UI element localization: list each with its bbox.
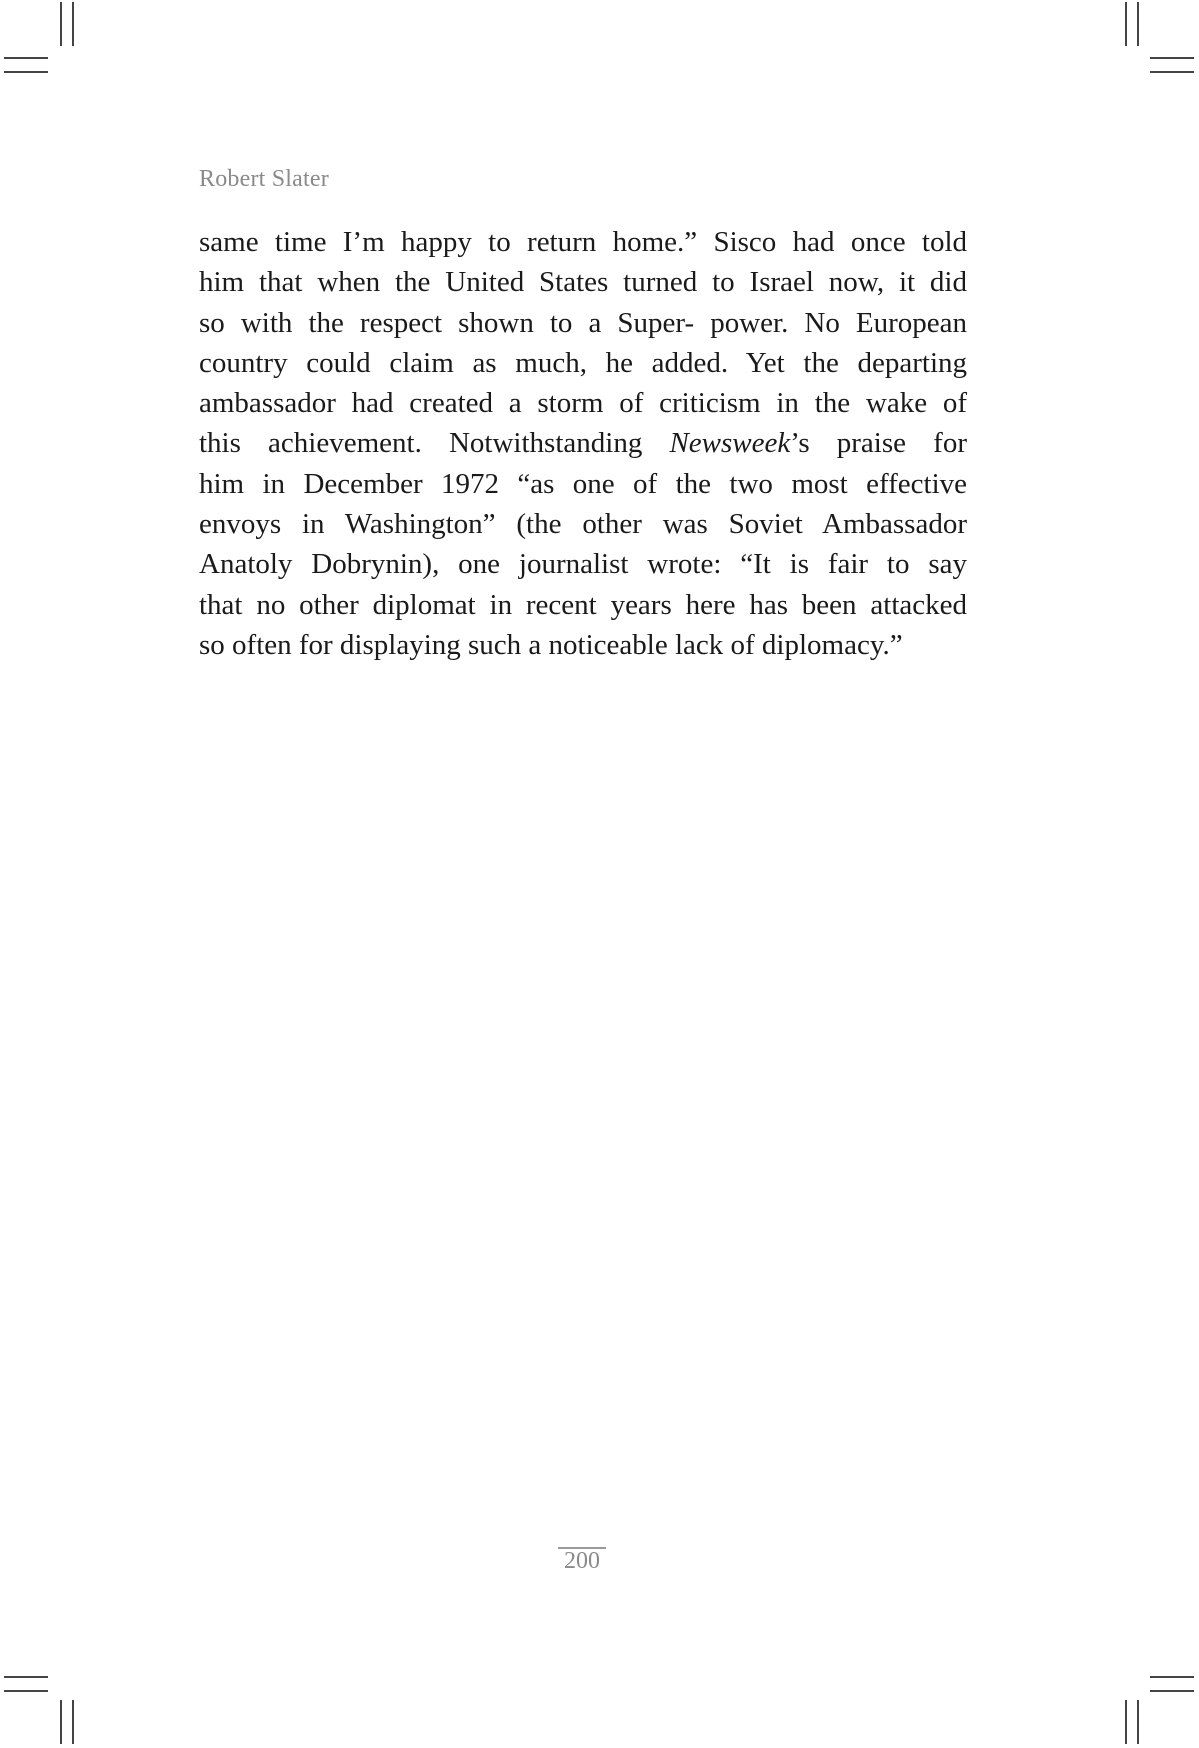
crop-mark xyxy=(1125,2,1127,46)
crop-mark xyxy=(1150,71,1194,73)
running-head: Robert Slater xyxy=(199,166,329,192)
text-line: country could claim as much, he added. Yet the departing xyxy=(199,346,967,379)
crop-mark xyxy=(72,1700,74,1744)
crop-mark xyxy=(60,2,62,46)
crop-mark xyxy=(1125,1700,1127,1744)
crop-mark xyxy=(4,1690,48,1692)
text-line: him that when the United States turned to Israel now, it did xyxy=(199,266,967,299)
text-line: same time I’m happy to return home.” Sisco had once told xyxy=(199,226,967,258)
text-segment: this achievement. Notwithstanding xyxy=(199,427,670,460)
crop-mark xyxy=(1150,1676,1194,1678)
crop-mark xyxy=(4,57,48,59)
text-line: envoys in Washington” (the other was Soviet Ambassador xyxy=(199,508,967,541)
crop-mark xyxy=(1137,1700,1139,1744)
page-number: 200 xyxy=(564,1548,600,1574)
crop-mark xyxy=(60,1700,62,1744)
publication-title: Newsweek xyxy=(669,427,791,460)
text-line: him in December 1972 “as one of the two most effective xyxy=(199,467,967,500)
body-paragraph xyxy=(199,222,967,665)
crop-mark xyxy=(72,2,74,46)
crop-mark xyxy=(4,71,48,73)
text-line: so with the respect shown to a Super- power. No European xyxy=(199,306,967,339)
crop-mark xyxy=(4,1676,48,1678)
text-segment: ’s praise for xyxy=(790,427,967,460)
text-line: Anatoly Dobrynin), one journalist wrote: “It is fair to say xyxy=(199,548,967,581)
crop-mark xyxy=(1150,1690,1194,1692)
text-line: ambassador had created a storm of criticism in the wake of xyxy=(199,387,967,420)
text-line: so often for displaying such a noticeable lack of diplomacy.” xyxy=(199,628,903,661)
text-line: that no other diplomat in recent years here has been attacked xyxy=(199,588,967,621)
crop-mark xyxy=(1150,57,1194,59)
crop-mark xyxy=(1137,2,1139,46)
text-line xyxy=(199,423,967,463)
